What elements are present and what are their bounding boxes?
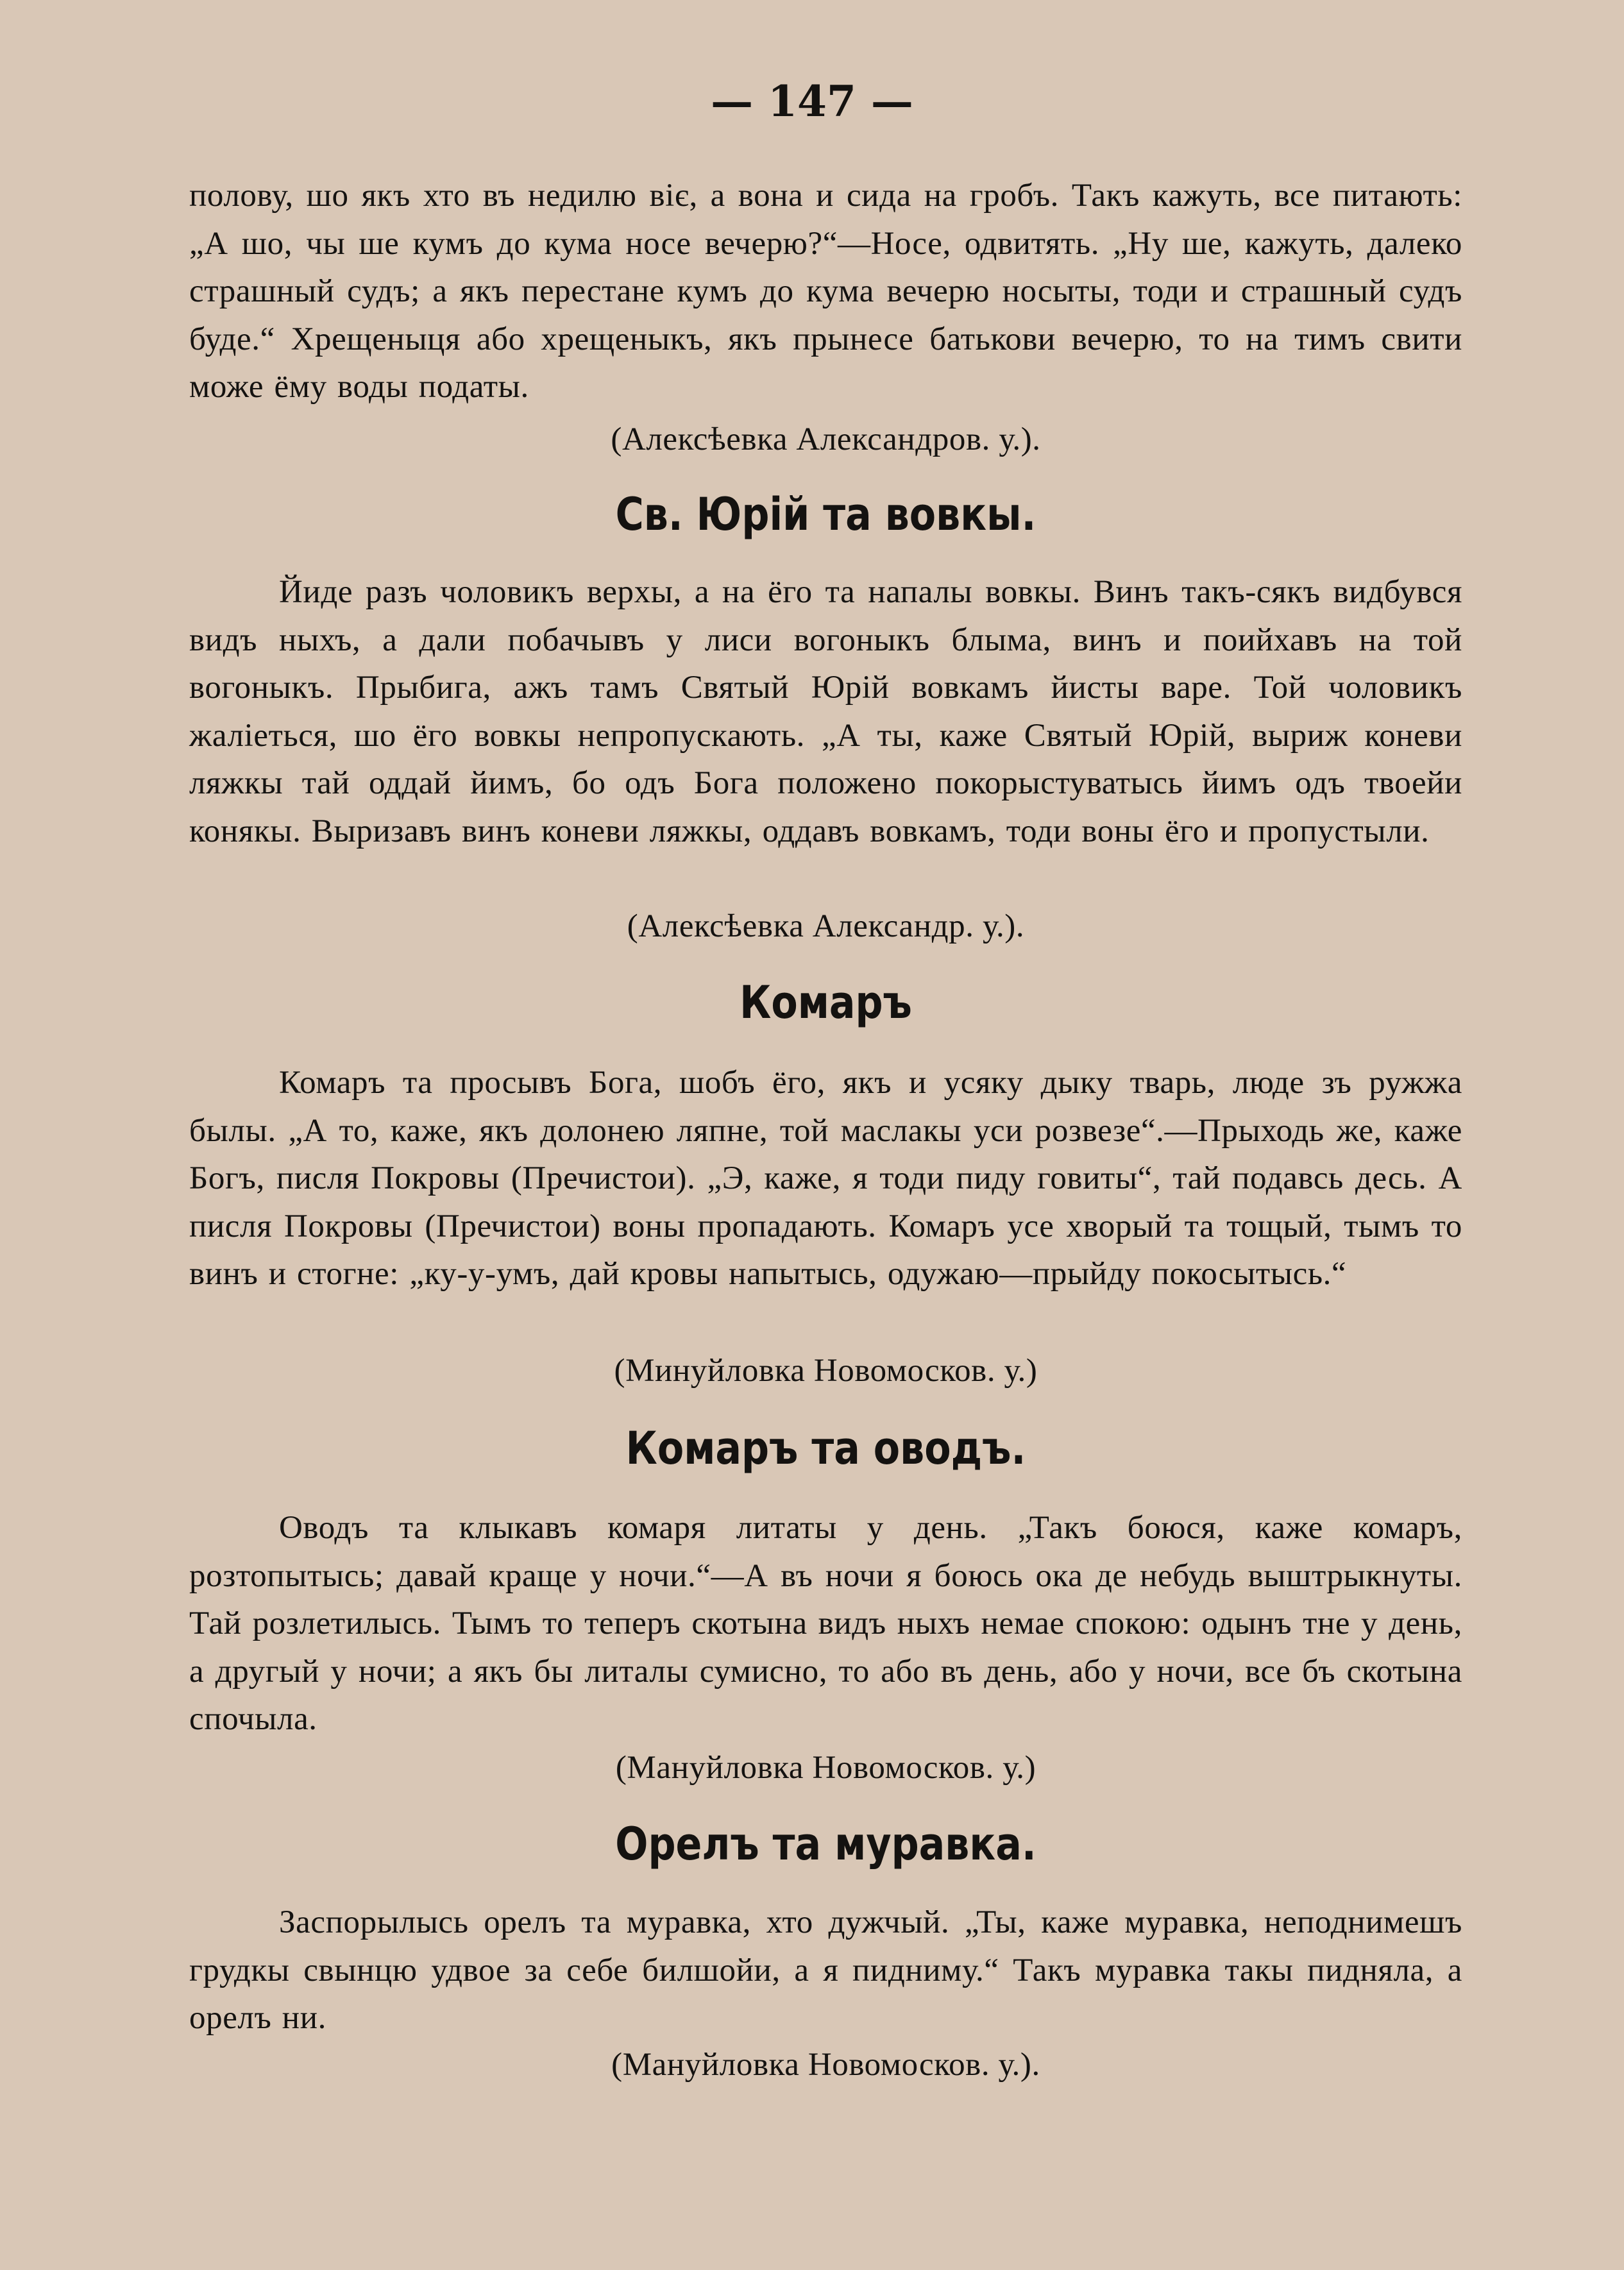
intro-source: (Алексѣевка Александров. у.). bbox=[611, 421, 1041, 457]
intro-block bbox=[189, 172, 1462, 411]
story-title: Орелъ та муравка. bbox=[615, 1818, 1036, 1870]
page-number: — 147 — bbox=[711, 76, 913, 126]
story-source: (Мануйловка Новомосков. у.). bbox=[611, 2047, 1040, 2083]
story-text-block bbox=[189, 1059, 1462, 1298]
story-source-block bbox=[189, 2041, 1462, 2088]
intro-source-block bbox=[189, 416, 1462, 463]
story-title-block bbox=[189, 974, 1462, 1031]
story-title-block bbox=[189, 486, 1462, 543]
story-title: Св. Юрій та вовкы. bbox=[615, 488, 1036, 541]
story-source: (Алексѣевка Александр. у.). bbox=[627, 908, 1025, 944]
story-title-block bbox=[189, 1815, 1462, 1873]
story-text: Заспорылысь орелъ та муравка, хто дужчый. „Ты, каже муравка, неподнимешъ грудкы свынцю удвое за себе билшойи, а я пидниму.“ Такъ муравка такы пидняла, а орелъ ни. bbox=[189, 1904, 1462, 2036]
story-title: Комаръ bbox=[740, 976, 912, 1029]
story-source-block bbox=[189, 902, 1462, 950]
story-title: Комаръ та оводъ. bbox=[625, 1422, 1026, 1475]
story-text-block bbox=[189, 1504, 1462, 1743]
story-source-block bbox=[189, 1347, 1462, 1394]
story-source-block bbox=[189, 1744, 1462, 1791]
story-source: (Минуйловка Новомосков. у.) bbox=[614, 1353, 1038, 1389]
story-source: (Мануйловка Новомосков. у.) bbox=[615, 1750, 1036, 1786]
story-text: Комаръ та просывъ Бога, шобъ ёго, якъ и усяку дыку тварь, люде зъ ружжа былы. „А то, каже, якъ долонею ляпне, той маслакы уси розвезе“.—Прыходь же, каже Богъ, писля Покровы (Пречистои). „Э, каже, я тоди пиду говиты“, тай подавсь десь. А писля Покровы (Пречистои) воны пропадають. Комаръ усе хворый та тощый, тымъ то винъ и стогне: „ку-у-умъ, дай кровы напытысь, одужаю—прыйду покосытысь.“ bbox=[189, 1065, 1462, 1292]
story-title-block bbox=[189, 1419, 1462, 1477]
intro-paragraph: полову, шо якъ хто въ недилю віє, а вона и сида на гробъ. Такъ кажуть, все питають: „А шо, чы ше кумъ до кума носе вечерю?“—Носе, одвитять. „Ну ше, кажуть, далеко страшный судъ; а якъ перестане кумъ до кума вечерю носыты, тоди и страшный судъ буде.“ Хрещеныця або хрещеныкъ, якъ прынесе батькови вечерю, то на тимъ свити може ёму воды податы. bbox=[189, 178, 1462, 405]
story-text-block bbox=[189, 1899, 1462, 2042]
story-text-block bbox=[189, 568, 1462, 855]
story-text: Оводъ та клыкавъ комаря литаты у день. „Такъ боюся, каже комаръ, розтопытысь; давай краще у ночи.“—А въ ночи я боюсь ока де небудь выштрыкнуты. Тай розлетилысь. Тымъ то теперъ скотына видъ ныхъ немае спокою: одынъ тне у день, а другый у ночи; а якъ бы литалы сумисно, то або въ день, або у ночи, все бъ скотына спочыла. bbox=[189, 1510, 1462, 1737]
story-text: Йиде разъ чоловикъ верхы, а на ёго та напалы вовкы. Винъ такъ-сякъ видбувся видъ ныхъ, а дали побачывъ у лиси вогоныкъ блыма, винъ и поийхавъ на той вогоныкъ. Прыбига, ажъ тамъ Святый Юрій вовкамъ йисты варе. Той чоловикъ жаліеться, шо ёго вовкы непропускають. „А ты, каже Святый Юрій, выриж коневи ляжкы тай оддай йимъ, бо одъ Бога положено покорыстуватысь йимъ одъ твоейи конякы. Выризавъ винъ коневи ляжкы, оддавъ вовкамъ, тоди воны ёго и пропустыли. bbox=[189, 574, 1462, 849]
